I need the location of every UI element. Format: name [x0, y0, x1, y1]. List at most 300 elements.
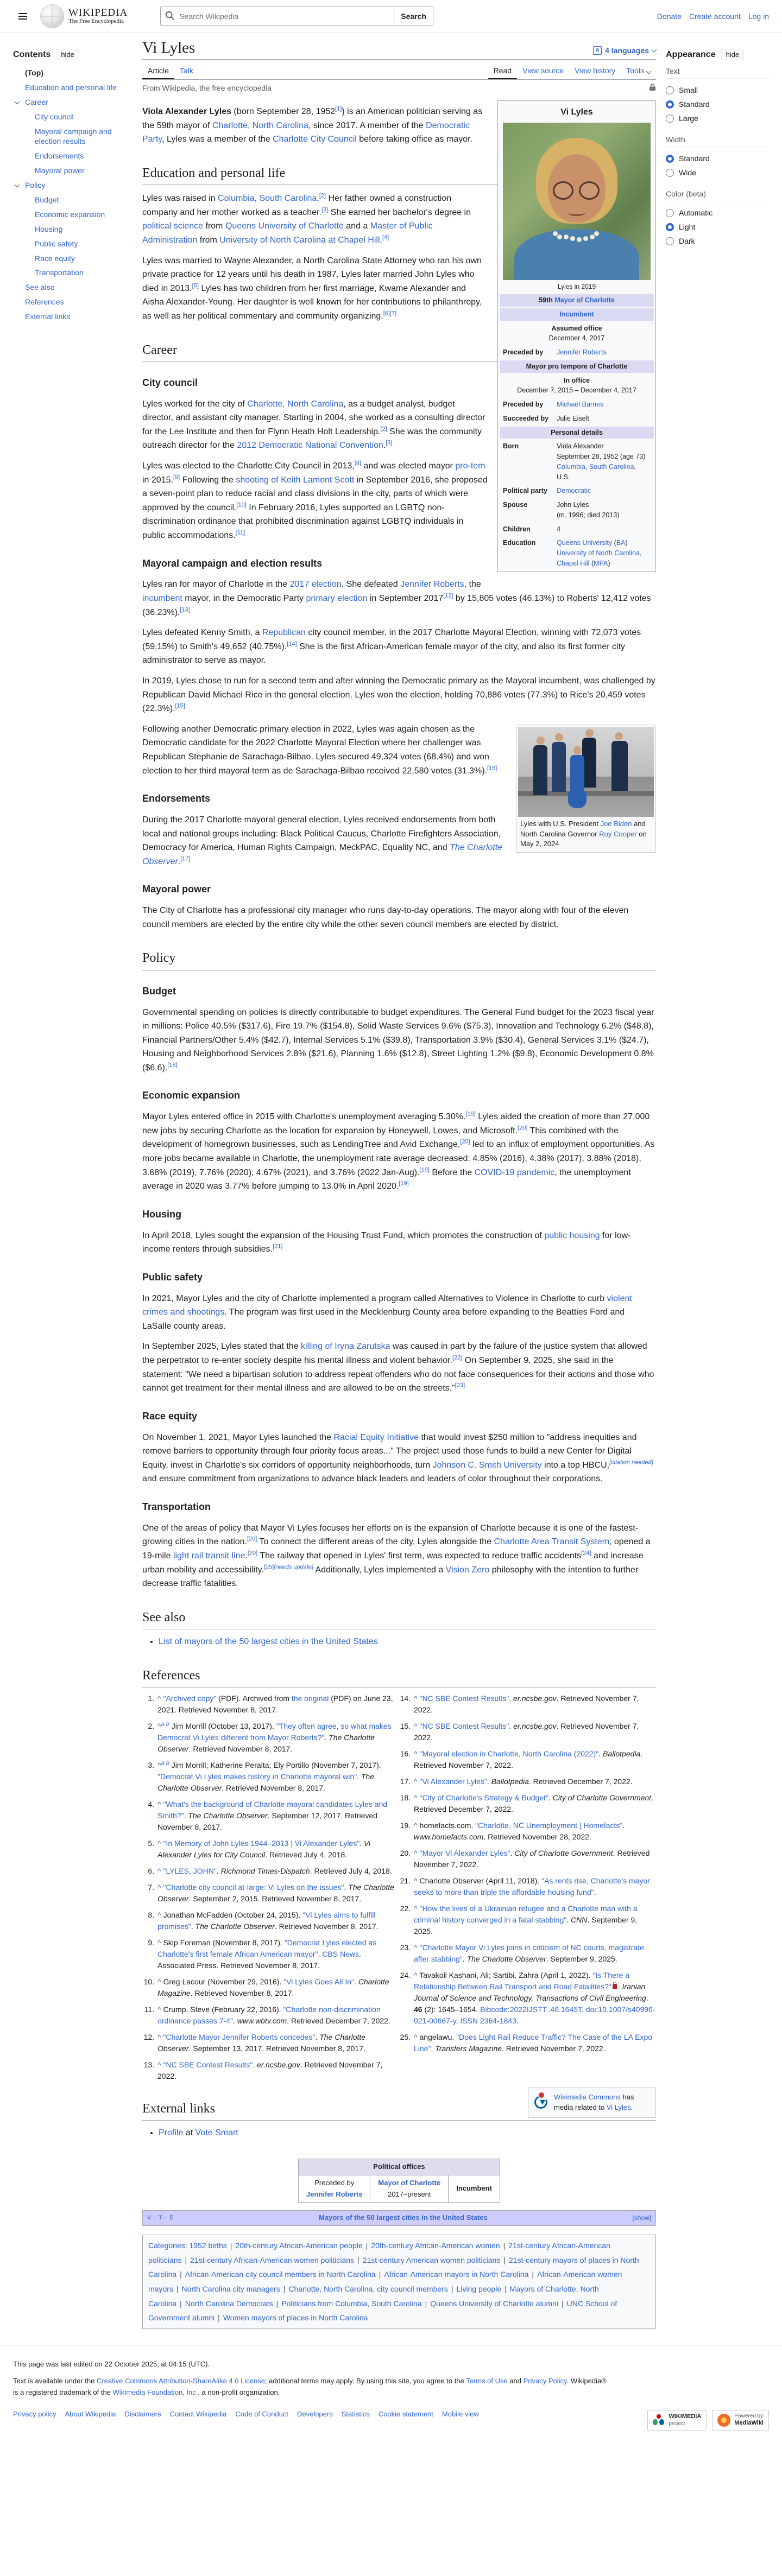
link[interactable]: 2022IJSTT..46.1645T [509, 2005, 582, 2014]
city-council-paragraph-2: Lyles was elected to the Charlotte City Council in 2013,[8] and was elected mayor pro-tem in 2015.[9] Following the shooting of Keith Lamont Scott in September 2016, she proposed a seven-point plan to reduce racial and class divisions in the city, parts of which were approved by the council.[10] In February 2016, Lyles supported an LGBTQ non-discrimination ordinance that prohibited discrimination against LGBTQ individuals in public accommodations.[11] [142, 460, 488, 541]
link[interactable]: "LYLES, JOHN" [163, 1867, 217, 1876]
succession-office-link[interactable]: Mayor of Charlotte [378, 2178, 441, 2187]
link[interactable]: "They often agree, so what makes Democrat Vi Lyles different from Mayor Roberts?" [157, 1722, 392, 1742]
radio-selected-icon[interactable] [666, 155, 674, 163]
link[interactable]: Republican [262, 628, 306, 638]
wikipedia-logo[interactable] [40, 4, 128, 28]
closed-access-icon [613, 1984, 617, 1989]
radio-option-standard[interactable] [666, 151, 769, 166]
category-link[interactable]: North Carolina Democrats [185, 2299, 273, 2308]
tab-tools[interactable]: Tools [621, 63, 656, 78]
link[interactable]: Columbia, South Carolina [218, 194, 317, 204]
link[interactable]: "NC SBE Contest Results" [419, 1694, 509, 1703]
search-icon [165, 11, 175, 21]
footer-link-developers[interactable]: Developers [297, 2410, 333, 2419]
link[interactable]: Jennifer Roberts [400, 580, 464, 589]
top-header [0, 0, 782, 33]
link[interactable]: "NC SBE Contest Results" [419, 1722, 509, 1731]
succession-box [298, 2159, 500, 2203]
reference-marker[interactable]: [11] [235, 529, 245, 536]
category-link[interactable]: 20th-century African-American people [235, 2241, 363, 2250]
commons-text: Wikimedia Commons has media related to Vi Lyles. [554, 2093, 634, 2111]
link[interactable]: "Archived copy" [163, 1694, 217, 1703]
link[interactable]: Racial Equity Initiative [333, 1432, 419, 1442]
link[interactable]: Wikimedia Foundation, Inc. [112, 2388, 198, 2396]
radio-option-small[interactable] [666, 83, 769, 97]
section-heading-see-also: See also [142, 1607, 656, 1629]
reference-marker[interactable]: [2] [380, 426, 387, 433]
inline-note[interactable]: [needs update] [274, 1564, 313, 1571]
education-link-1[interactable]: Queens University [557, 539, 613, 547]
link[interactable]: ^ [414, 1722, 418, 1731]
radio-icon[interactable] [666, 86, 674, 94]
link[interactable]: ^ [157, 2060, 161, 2070]
reference-marker[interactable]: [18] [167, 1062, 178, 1069]
political-party-link[interactable]: Democratic [557, 487, 591, 495]
link[interactable]: Charlotte City Council [273, 135, 357, 144]
reference-marker[interactable]: [20] [518, 1125, 528, 1132]
reference-marker[interactable]: [15] [175, 702, 185, 709]
link[interactable]: shooting of Keith Lamont Scott [236, 475, 355, 485]
appearance-group-color-beta [666, 189, 769, 248]
link[interactable]: List of mayors of the 50 largest cities in the United States [159, 1637, 378, 1647]
license-text: Text is available under the Creative Commons Attribution-ShareAlike 4.0 License; additional terms may apply. By using this site, you agree to the Terms of Use and Privacy Policy. Wikipedia® is a registered trademark of the Wikimedia Foundation, Inc., a non-profit organization. [13, 2376, 607, 2396]
header-link-donate[interactable]: Donate [657, 11, 682, 21]
link[interactable]: Terms of Use [466, 2376, 508, 2385]
reference-item: 3. ^$^{a b}$ Jim Morrill; Katherine Peralta; Ely Portillo (November 7, 2017). "Democrat Vi Lyles makes history in Charlotte mayoral win". The Charlotte Observer. Retrieved November 8, 2017. [156, 1760, 400, 1794]
appearance-group-label: Width [666, 135, 769, 147]
toc-item-race-equity[interactable]: Race equity [35, 253, 75, 263]
political-party-label: Political party [503, 487, 547, 495]
page-footer [0, 2345, 782, 2463]
backlink[interactable]: a [161, 1760, 165, 1767]
toc-item-budget[interactable]: Budget [35, 195, 59, 205]
link[interactable]: ^ [414, 1849, 418, 1858]
see-also-item [159, 1635, 656, 1649]
reference-marker[interactable]: [14] [287, 640, 297, 648]
link[interactable]: Profile [159, 2128, 184, 2138]
reference-marker[interactable]: [20] [247, 1536, 257, 1543]
reference-marker[interactable]: [2] [319, 192, 326, 199]
link[interactable]: Roy Cooper [599, 829, 637, 838]
toc-hide-button[interactable]: hide [56, 49, 79, 60]
reference-marker[interactable]: [17] [180, 855, 191, 862]
category-link[interactable]: Women mayors of places in North Carolina [223, 2313, 368, 2323]
reference-marker[interactable]: [19] [465, 1111, 476, 1118]
link[interactable]: "NC SBE Contest Results" [163, 2060, 253, 2070]
link[interactable]: The Charlotte Observer [142, 843, 503, 866]
link[interactable]: killing of Iryna Zarutska [301, 1342, 390, 1352]
education-link-2[interactable]: University of North Carolina, Chapel Hill [557, 549, 642, 567]
navbox-show-button[interactable]: [show] [632, 2214, 651, 2222]
reference-item: 25. ^ angelawu. "Does Light Rail Reduce Traffic? The Case of the LA Expo Line". Transfers Magazine. Retrieved November 7, 2022. [413, 2032, 656, 2054]
link[interactable]: Democratic Party [142, 120, 470, 144]
incumbent-link[interactable]: Incumbent [559, 310, 594, 318]
link[interactable]: ^ [157, 1839, 161, 1848]
link[interactable]: Vote Smart [195, 2128, 238, 2138]
mediawiki-badge[interactable]: Powered by MediaWiki [712, 2410, 769, 2430]
succession-preceded: Preceded by Jennifer Roberts [299, 2175, 370, 2203]
subsection-heading-endorsements: Endorsements [142, 793, 211, 804]
toc-item-economic-expansion[interactable]: Economic expansion [35, 210, 105, 219]
search-input[interactable] [160, 7, 394, 26]
category-link[interactable]: Queens University of Charlotte alumni [430, 2299, 559, 2308]
reference-marker[interactable]: [12] [443, 592, 453, 599]
reference-marker[interactable]: [8] [354, 460, 361, 467]
tab-view-source[interactable]: View source [522, 66, 564, 75]
toc-item-city-council[interactable]: City council [35, 112, 74, 121]
category-link[interactable]: 21st-century mayors of places in North Carolina [148, 2255, 639, 2279]
link[interactable]: "Vi Lyles aims to fulfill promises" [157, 1911, 376, 1931]
toc-item-see-also[interactable]: See also [25, 283, 55, 292]
radio-option-large[interactable] [666, 111, 769, 125]
toc-item-career[interactable]: Career [13, 95, 133, 110]
link[interactable]: political science [142, 221, 204, 231]
link[interactable]: "Vi Alexander Lyles" [419, 1777, 487, 1786]
categories-box: Categories: 1952 births | 20th-century African-American people | 20th-century African-American women | 21st-century African-American politicians | 21st-century African-American women politicians | 21st-century American women politicians | 21st-century mayors of places in North Carolina | African-American city council members in North Carolina | African-American mayors in North Carolina | African-American women mayors | North Carolina city managers | Charlotte, North Carolina, city council members | Living people | Mayors of Charlotte, North Carolina | North Carolina Democrats | Politicians from Columbia, South Carolina | Queens University of Charlotte alumni | UNC School of Government alumni | Women mayors of places in North Carolina [142, 2235, 656, 2329]
link[interactable]: primary election [306, 594, 368, 604]
link[interactable]: "As rents rise, Charlotte's mayor seeks to more than triple the affordable housing fund" [414, 1876, 650, 1897]
link[interactable]: ^ [157, 2033, 161, 2042]
biden-photo[interactable] [518, 727, 654, 817]
preceded-by-link[interactable]: Jennifer Roberts [557, 348, 607, 356]
infobox-protempore-header: Mayor pro tempore of Charlotte [500, 360, 654, 373]
references-list [142, 1693, 656, 2082]
link[interactable]: ^ [157, 1883, 161, 1892]
radio-icon[interactable] [666, 169, 674, 177]
toc-item-public-safety[interactable]: Public safety [35, 239, 78, 248]
children-value: 4 [557, 525, 561, 533]
radio-icon[interactable] [666, 209, 674, 217]
link[interactable]: 2017 election [289, 580, 342, 589]
born-value: Viola Alexander September 28, 1952 (age 73) Columbia, South Carolina, U.S. [557, 442, 646, 481]
link[interactable]: Creative Commons Attribution-ShareAlike 4.0 License [96, 2376, 265, 2385]
reference-marker[interactable]: [21] [273, 1243, 283, 1250]
backlink[interactable]: b [166, 1721, 169, 1728]
commons-box[interactable] [528, 2088, 656, 2118]
reference-item: 13. ^ "NC SBE Contest Results". er.ncsbe.gov. Retrieved November 7, 2022. [156, 2059, 400, 2082]
link[interactable]: 2364-1843 [480, 2016, 516, 2026]
reference-item: 18. ^ "City of Charlotte's Strategy & Budget". City of Charlotte Government. Retrieved December 7, 2022. [413, 1792, 656, 1815]
link[interactable]: Vi Lyles [606, 2103, 631, 2111]
toc-item-education-and-personal-life[interactable]: Education and personal life [25, 83, 117, 92]
reference-item: 16. ^ "Mayoral election in Charlotte, North Carolina (2022)". Ballotpedia. Retrieved November 7, 2022. [413, 1748, 656, 1771]
link[interactable]: Vision Zero [445, 1565, 490, 1575]
radio-option-automatic[interactable] [666, 206, 769, 220]
link[interactable]: ^ [157, 1800, 161, 1809]
reference-marker[interactable]: [25] [263, 1564, 274, 1571]
footer-link-disclaimers[interactable]: Disclaimers [124, 2410, 161, 2419]
navbox-vte[interactable]: V · T · E [147, 2215, 174, 2222]
reference-marker[interactable]: [3] [386, 440, 393, 447]
mayoral-paragraph-4: Following another Democratic primary election in 2022, Lyles was again chosen as the Democratic candidate for the 2022 Charlotte Mayoral Election where her challenger was Republican Stephanie de Sarachaga-Bilbao. Lyles secured 49,324 votes (68.4%) and won election to her third mayoral term as de Sarachaga-Bilbao received 22,580 votes (31.3%).[16] [142, 724, 497, 776]
backlink[interactable]: b [166, 1760, 169, 1767]
link[interactable]: ^ [414, 1777, 418, 1786]
category-link[interactable]: African-American women mayors [148, 2270, 622, 2294]
in-office-label: In office [564, 376, 590, 384]
link[interactable]: Johnson C. Smith University [432, 1460, 542, 1470]
subsection-heading-budget: Budget [142, 985, 176, 997]
portrait-photo[interactable] [503, 123, 651, 280]
link[interactable]: violent crimes and shootings [142, 1293, 632, 1317]
categories-label[interactable]: Categories [148, 2241, 185, 2250]
link[interactable]: Queens University of Charlotte [225, 221, 344, 231]
link[interactable]: ^ [157, 1694, 161, 1703]
category-link[interactable]: Charlotte, North Carolina, city council members [288, 2285, 448, 2294]
link[interactable]: ^ [414, 1876, 418, 1886]
category-link[interactable]: Mayors of Charlotte, North Carolina [148, 2285, 599, 2308]
link[interactable]: incumbent [142, 594, 182, 604]
intro-paragraph: Viola Alexander Lyles (born September 28, 1952[1]) is an American politician serving as the 59th mayor of Charlotte, North Carolina, since 2017. A member of the Democratic Party, Lyles was a member of the Charlotte City Council before taking office as mayor. [142, 105, 483, 144]
tab-read[interactable]: Read [488, 63, 517, 79]
link[interactable]: Charlotte Area Transit System [494, 1537, 610, 1547]
backlink[interactable]: a [161, 1721, 165, 1728]
reference-marker[interactable]: [9] [173, 474, 180, 481]
reference-marker[interactable]: [22] [452, 1354, 463, 1361]
navbox-mayors [142, 2210, 656, 2226]
radio-option-wide[interactable] [666, 166, 769, 180]
link[interactable]: Privacy Policy [523, 2376, 567, 2385]
reference-item: 1. ^ "Archived copy" (PDF). Archived from the original (PDF) on June 23, 2021. Retrieved November 8, 2017. [156, 1693, 400, 1716]
toc-item-endorsements[interactable]: Endorsements [35, 151, 84, 161]
link[interactable]: ^ [157, 1938, 161, 1947]
toc-item-references[interactable]: References [25, 297, 64, 307]
link[interactable]: 10.1007/s40996-021-00667-y [414, 2005, 655, 2026]
navbox-title[interactable]: Mayors of the 50 largest cities in the United States [319, 2213, 488, 2222]
reference-item: 8. ^ Jonathan McFadden (October 24, 2015). "Vi Lyles aims to fulfill promises". The Charlotte Observer. Retrieved November 8, 2017. [156, 1909, 400, 1932]
languages-button[interactable] [593, 46, 656, 57]
search-bar [160, 7, 433, 26]
header-link-create-account[interactable]: Create account [689, 11, 741, 21]
succeeded-by-value: Julie Eiselt [557, 414, 589, 422]
link[interactable]: "Charlotte Mayor Jennifer Roberts concedes" [163, 2033, 316, 2042]
footer-link-mobile-view[interactable]: Mobile view [442, 2410, 479, 2419]
wikimedia-commons-logo [534, 2092, 549, 2112]
link[interactable]: "Does Light Rail Reduce Traffic? The Case of the LA Expo Line" [414, 2033, 653, 2053]
reference-marker[interactable]: [20] [247, 1550, 258, 1557]
reference-marker[interactable]: [7] [389, 310, 397, 317]
radio-selected-icon[interactable] [666, 100, 674, 109]
toc-item-mayoral-power[interactable]: Mayoral power [35, 166, 85, 175]
link[interactable]: ^ [157, 1977, 161, 1987]
link[interactable]: ^ [157, 1722, 161, 1731]
category-link[interactable]: African-American city council members in North Carolina [185, 2270, 376, 2279]
link[interactable]: the original [291, 1694, 329, 1703]
menu-icon[interactable] [13, 7, 33, 26]
reference-item: 4. ^ "What's the background of Charlotte mayoral candidates Lyles and Smith?". The Charlotte Observer. September 12, 2017. Retrieved November 8, 2017. [156, 1799, 400, 1833]
table-of-contents [13, 39, 133, 324]
footer-link-about-wikipedia[interactable]: About Wikipedia [65, 2410, 116, 2419]
subsection-heading-mayoral-power: Mayoral power [142, 884, 211, 895]
link[interactable]: ^ [157, 1761, 161, 1770]
link[interactable]: Joe Biden [600, 819, 632, 828]
link[interactable]: CBS News [322, 1950, 359, 1959]
reference-marker[interactable]: [5] [192, 282, 199, 289]
reference-marker[interactable]: [1] [335, 105, 342, 112]
footer-link-cookie-statement[interactable]: Cookie statement [378, 2410, 433, 2419]
link[interactable]: COVID-19 pandemic [474, 1168, 555, 1177]
category-link[interactable]: Politicians from Columbia, South Carolina [281, 2299, 422, 2308]
reference-marker[interactable]: [19] [419, 1166, 430, 1173]
link[interactable]: Charlotte, North Carolina [212, 120, 308, 130]
link[interactable]: ^ [414, 1793, 418, 1803]
reference-marker[interactable]: [20] [460, 1139, 470, 1146]
appearance-panel [666, 39, 769, 258]
header-link-log-in[interactable]: Log in [748, 11, 769, 21]
last-edited-text: This page was last edited on 22 October 2025, at 04:15 (UTC). [13, 2359, 210, 2368]
category-link[interactable]: Living people [456, 2285, 501, 2294]
inline-note[interactable]: [citation needed] [609, 1459, 653, 1466]
reference-marker[interactable]: [10] [236, 502, 247, 509]
link[interactable]: "Mayoral election in Charlotte, North Carolina (2022)" [419, 1749, 599, 1759]
category-link[interactable]: 21st-century American women politicians [362, 2255, 501, 2264]
languages-count: 4 languages [605, 46, 649, 55]
succession-office: Mayor of Charlotte 2017–present [370, 2175, 449, 2203]
link[interactable]: Charlotte, North Carolina [247, 399, 344, 409]
category-link[interactable]: 1952 births [189, 2241, 227, 2250]
link[interactable]: ^ [414, 1749, 418, 1759]
link[interactable]: ^ [157, 1867, 161, 1876]
radio-icon[interactable] [666, 115, 674, 123]
link[interactable]: Bibcode [480, 2005, 508, 2014]
preceded-by-link2[interactable]: Michael Barnes [557, 401, 604, 408]
born-place-link[interactable]: Columbia, South Carolina [557, 462, 634, 471]
radio-option-standard[interactable] [666, 97, 769, 111]
section-heading-references: References [142, 1665, 656, 1687]
search-button[interactable]: Search [394, 7, 433, 26]
link[interactable]: "Democrat Lyles elected as Charlotte's first female African American mayor" [157, 1938, 377, 1959]
succeeded-by-label: Succeeded by [503, 414, 549, 422]
chevron-down-icon [646, 69, 652, 74]
link[interactable]: doi [585, 2005, 596, 2014]
reference-marker[interactable]: [13] [180, 606, 190, 613]
link[interactable]: "Charlotte, NC Unemployment | Homefacts" [475, 1821, 623, 1830]
footer-link-code-of-conduct[interactable]: Code of Conduct [235, 2410, 288, 2419]
race-equity-paragraph: On November 1, 2021, Mayor Lyles launched the Racial Equity Initiative that would invest $250 million to "address inequities and remove barriers to opportunity through four priority focus areas..." The project used those funds to build a new Center for Digital Equity, invest in Charlotte's six corridors of opportunity neighborhoods, turn Johnson C. Smith University into a top HBCU,[citation needed] and ensure commitment from organizations to advance black leaders and leaders of color throughout their corporations. [142, 1432, 653, 1484]
reference-marker[interactable]: [23] [455, 1382, 465, 1389]
radio-option-dark[interactable] [666, 234, 769, 248]
reference-item: 23. ^ "Charlotte Mayor Vi Lyles joins in criticism of NC courts, magistrate after stabbing". The Charlotte Observer. September 9, 2025. [413, 1942, 656, 1965]
link[interactable]: ^ [157, 2005, 161, 2014]
category-link[interactable]: UNC School of Government alumni [148, 2299, 617, 2323]
radio-option-light[interactable] [666, 220, 769, 234]
link[interactable]: "Is There a Relationship Between Rail Transport and Road Fatalities?" [414, 1971, 630, 1991]
link[interactable]: ^ [414, 1971, 418, 1980]
wikipedia-wordmark [68, 8, 128, 24]
category-link[interactable]: North Carolina city managers [181, 2285, 280, 2294]
link[interactable]: Wikimedia Commons [554, 2093, 621, 2102]
link[interactable]: "Democrat Vi Lyles makes history in Charlotte mayoral win" [157, 1772, 357, 1781]
footer-link-statistics[interactable]: Statistics [341, 2410, 370, 2419]
link[interactable]: "Mayor Vi Alexander Lyles" [419, 1849, 510, 1858]
reference-item: 14. ^ "NC SBE Contest Results". er.ncsbe.gov. Retrieved November 7, 2022. [413, 1693, 656, 1716]
toc-title: Contents [13, 49, 51, 59]
reference-marker[interactable]: [4] [382, 234, 389, 241]
reference-marker[interactable]: [6] [383, 310, 390, 317]
header-links [657, 12, 769, 21]
link[interactable]: "What's the background of Charlotte mayoral candidates Lyles and Smith?" [157, 1800, 388, 1820]
footer-link-contact-wikipedia[interactable]: Contact Wikipedia [169, 2410, 227, 2419]
infobox-title: Vi Lyles [560, 107, 593, 117]
category-link[interactable]: 21st-century African-American politicians [148, 2241, 610, 2264]
mayor-of-charlotte-link[interactable]: Mayor of Charlotte [554, 296, 615, 304]
link[interactable]: light rail transit line [173, 1551, 245, 1560]
link[interactable]: 2012 Democratic National Convention [237, 441, 383, 451]
category-link[interactable]: African-American mayors in North Carolina [384, 2270, 529, 2279]
link[interactable]: ^ [157, 1911, 161, 1920]
reference-item: 11. ^ Crump, Steve (February 22, 2016). "Charlotte non-discrimination ordinance passes 7-4". www.wbtv.com. Retrieved December 7, 2022. [156, 2004, 400, 2027]
tab-view-history[interactable]: View history [575, 66, 616, 75]
link[interactable]: University of North Carolina at Chapel Hill [219, 235, 380, 245]
appearance-hide-button[interactable]: hide [721, 49, 745, 60]
link[interactable]: "In Memory of John Lyles 1944–2013 | Vi Alexander Lyles" [163, 1839, 360, 1848]
toc-item-mayoral-campaign-and-election-results[interactable]: Mayoral campaign and election results [35, 126, 112, 146]
chevron-down-icon[interactable] [15, 182, 20, 188]
reference-item: 2. ^$^{a b}$ Jim Morrill (October 13, 2017). "They often agree, so what makes Democrat Vi Lyles different from Mayor Roberts?". The Charlotte Observer. Retrieved November 8, 2017. [156, 1721, 400, 1755]
toc-item-policy[interactable]: Policy [13, 178, 133, 193]
link[interactable]: ^ [414, 2033, 418, 2042]
link[interactable]: Master of Public Administration [142, 221, 433, 245]
preceded-by-label: Preceded by [503, 348, 544, 356]
mayoral-paragraph-1: Lyles ran for mayor of Charlotte in the 2017 election. She defeated Jennifer Roberts, the incumbent mayor, in the Democratic Party primary election in September 2017[12] by 15,805 votes (46.13%) to Roberts' 12,412 votes (36.23%).[13] [142, 580, 651, 617]
link[interactable]: "Charlotte Mayor Vi Lyles joins in criticism of NC courts, magistrate after stabbing" [414, 1943, 644, 1964]
link[interactable]: "Charlotte non-discrimination ordinance passes 7-4" [157, 2005, 381, 2026]
footer-link-privacy-policy[interactable]: Privacy policy [13, 2410, 56, 2419]
link[interactable]: public housing [544, 1230, 600, 1240]
reference-marker[interactable]: [16] [487, 765, 497, 772]
toc-item-transportation[interactable]: Transportation [35, 268, 84, 277]
chevron-down-icon [652, 47, 657, 53]
link[interactable]: "City of Charlotte's Strategy & Budget" [419, 1793, 548, 1803]
toc-item-top[interactable]: (Top) [25, 68, 43, 77]
tab-article[interactable]: Article [142, 63, 174, 79]
succession-preceded-link[interactable]: Jennifer Roberts [306, 2190, 363, 2198]
link[interactable]: "Vi Lyles Goes All In" [283, 1977, 355, 1987]
education-paragraph-2: Lyles was married to Wayne Alexander, a North Carolina State Attorney who ran his own private practice for 12 years until his death in 1987. Lyles later married John Lyles who died in 2013.[5] Lyles has two children from her first marriage, Kwame Alexander and Aisha Alexander-Young. Her daughter is well known for her contributions to philanthropy, as well as her political commentary and community organizing.[6][7] [142, 256, 482, 321]
link[interactable]: "Charlotte city council at-large: Vi Lyles on the issues" [163, 1883, 344, 1892]
children-label: Children [503, 525, 531, 533]
category-link[interactable]: 21st-century African-American women politicians [190, 2255, 355, 2264]
radio-label: Automatic [679, 208, 713, 217]
subsection-heading-transportation: Transportation [142, 1501, 211, 1512]
link[interactable]: ^ [414, 1943, 418, 1952]
toc-item-external-links[interactable]: External links [25, 312, 71, 321]
link[interactable]: ^ [414, 1904, 418, 1913]
reference-marker[interactable]: [19] [399, 1180, 409, 1187]
link[interactable]: ISSN [460, 2016, 478, 2026]
reference-marker[interactable]: [3] [321, 206, 329, 213]
link[interactable]: ^ [414, 1694, 418, 1703]
reference-item: 19. ^ homefacts.com. "Charlotte, NC Unemployment | Homefacts". www.homefacts.com. Retrieved November 28, 2022. [413, 1820, 656, 1843]
chevron-down-icon[interactable] [15, 99, 20, 104]
reference-marker[interactable]: [24] [581, 1550, 591, 1557]
link[interactable]: "How the lives of a Ukrainian refugee and a Charlotte man with a criminal history converged in a fatal stabbing" [414, 1904, 638, 1925]
category-link[interactable]: 20th-century African-American women [371, 2241, 500, 2250]
appearance-group-width [666, 135, 769, 180]
succession-header: Political offices [299, 2159, 500, 2175]
toc-item-housing[interactable]: Housing [35, 224, 63, 233]
wikimedia-badge[interactable]: WIKIMEDIA project [647, 2410, 707, 2430]
page-protection-lock-icon[interactable] [649, 83, 656, 93]
language-icon: A [593, 46, 602, 55]
radio-icon[interactable] [666, 237, 674, 245]
education-degree-2[interactable]: MPA [594, 559, 608, 567]
link[interactable]: pro-tem [455, 461, 485, 471]
tab-talk[interactable]: Talk [179, 66, 193, 75]
link[interactable]: ^ [414, 1821, 418, 1830]
radio-selected-icon[interactable] [666, 223, 674, 231]
education-degree-1[interactable]: BA [616, 539, 626, 547]
